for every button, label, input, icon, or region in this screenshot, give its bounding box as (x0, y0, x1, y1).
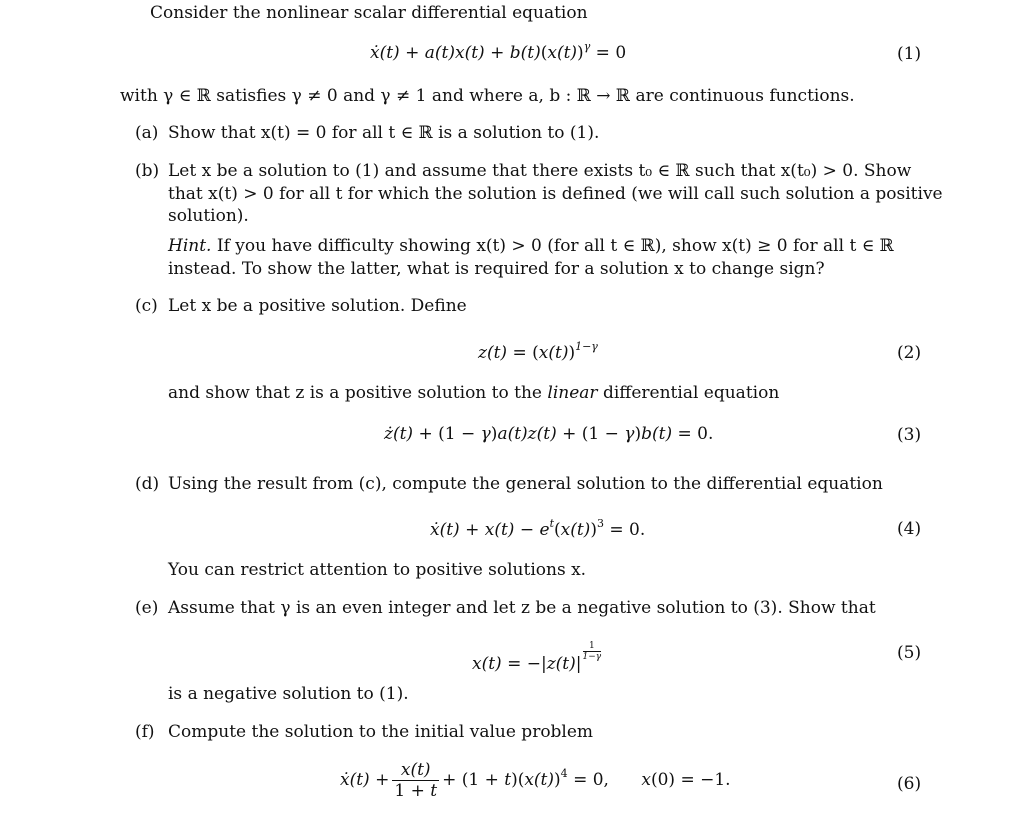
equation-1: ẋ(t) + $a(t)x(t) + b(t)(x(t))^\gamma = 0$ (370, 40, 627, 63)
part-b-line-3: solution). (168, 206, 249, 226)
part-a-text: Show that x(t) = 0 for all t ∈ ℝ is a solution to (1). (168, 123, 600, 143)
part-d-text: Using the result from (c), compute the general solution to the differential equation (168, 474, 883, 494)
part-e-after: is a negative solution to (1). (168, 684, 409, 704)
part-d-restrict: You can restrict attention to positive solutions x. (168, 560, 587, 580)
part-b-hint-line-2: instead. To show the latter, what is required for a solution x to change sign? (168, 259, 825, 279)
part-d-label: (d) (135, 474, 160, 494)
equation-2: $z(t) = (x(t))^{1-\gamma}$ (478, 340, 598, 363)
part-b-line-2: that x(t) > 0 for all t for which the solution is defined (we will call such solution a positive (168, 184, 943, 204)
conditions-text: with γ ∈ ℝ satisfies γ ≠ 0 and γ ≠ 1 and where a, b : ℝ → ℝ are continuous functions. (120, 86, 855, 106)
linear-emphasis: linear (547, 383, 598, 403)
equation-3-number: (3) (897, 425, 922, 445)
and-show-post: differential equation (597, 383, 780, 403)
hint-text-1: If you have difficulty showing x(t) > 0 (for all t ∈ ℝ), show x(t) ≥ 0 for all t ∈ ℝ (211, 236, 894, 256)
part-b-line-1: Let x be a solution to (1) and assume that there exists t₀ ∈ ℝ such that x(t₀) > 0. Show (168, 161, 912, 181)
equation-4: ẋ(t) + $x(t) - e^t(x(t))^3 = 0$. (430, 517, 646, 540)
part-b-label: (b) (135, 161, 160, 181)
part-c-text: Let x be a positive solution. Define (168, 296, 467, 316)
equation-6: ẋ(t) + $\frac{x(t)}{1 + t}$ + $(1 + t)(x(t))^4 = 0$, x(0) = −1. (340, 760, 731, 801)
hint-label: Hint. (168, 236, 212, 256)
part-f-label: (f) (135, 722, 155, 742)
equation-1-number: (1) (897, 44, 922, 64)
part-c-label: (c) (135, 296, 158, 316)
and-show-pre: and show that z is a positive solution to the (168, 383, 548, 403)
part-e-label: (e) (135, 598, 159, 618)
equation-6-number: (6) (897, 774, 922, 794)
equation-5: x(t) = −|z(t)| $\frac{1}{1-\gamma}$ (472, 641, 602, 674)
intro-text: Consider the nonlinear scalar differential equation (150, 3, 588, 23)
equation-5-number: (5) (897, 643, 922, 663)
part-a-label: (a) (135, 123, 159, 143)
part-e-text: Assume that γ is an even integer and let z be a negative solution to (3). Show that (168, 598, 876, 618)
equation-2-number: (2) (897, 343, 922, 363)
part-c-and-show (168, 383, 779, 403)
equation-4-number: (4) (897, 519, 922, 539)
part-b-hint-line-1 (168, 236, 894, 256)
equation-3: ż(t) + (1 − γ)a(t)z(t) + (1 − γ)b(t) = 0. (384, 424, 714, 444)
part-f-text: Compute the solution to the initial value problem (168, 722, 594, 742)
